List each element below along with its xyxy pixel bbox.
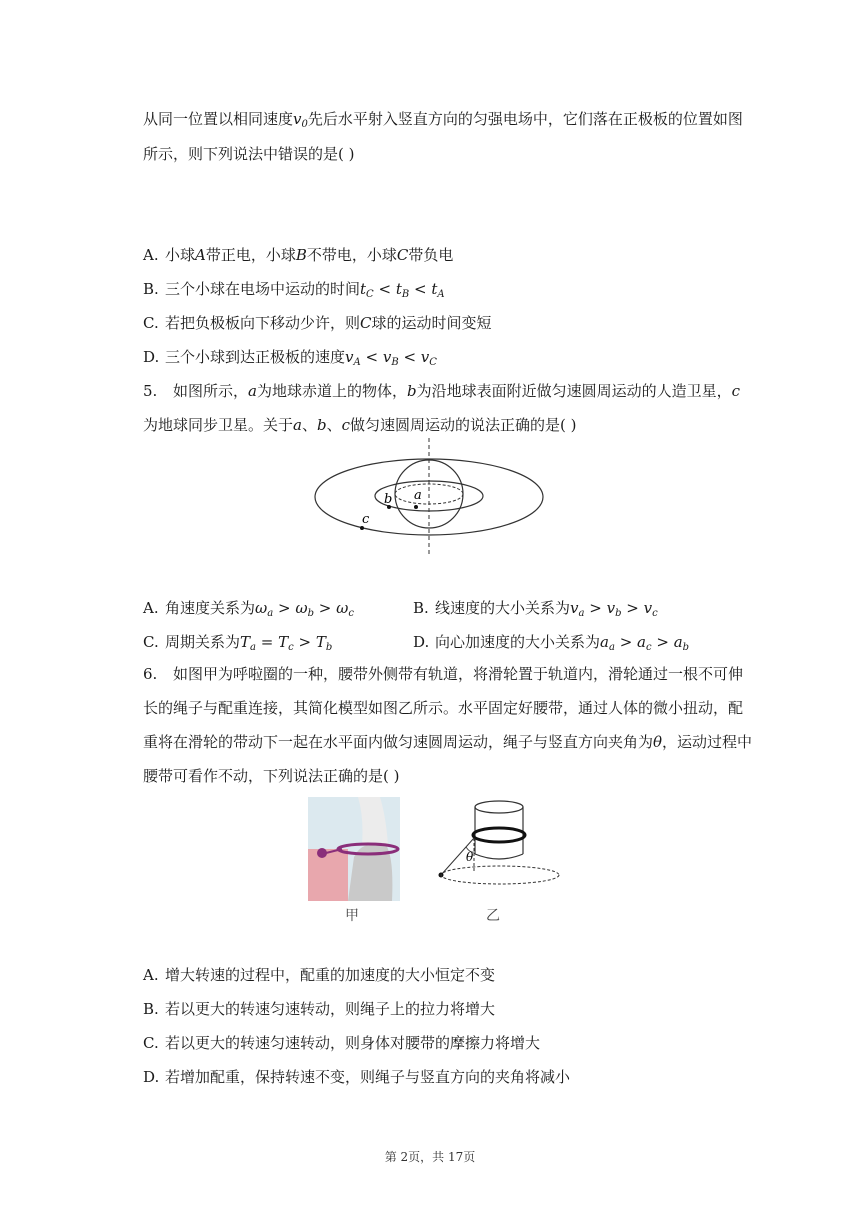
option-label: D. — [143, 348, 160, 366]
q4-option-c[interactable] — [143, 312, 492, 334]
q5-stem-line1 — [143, 380, 740, 402]
option-label: D. — [413, 633, 430, 651]
q4-stem-line1: 从同一位置以相同速度$v_0$先后水平射入竖直方向的匀强电场中，它们落在正极板的位置如图 — [143, 110, 743, 130]
q4-stem-part2: 先后水平射入竖直方向的匀强电场中，它们落在正极板的位置如图 — [307, 110, 743, 128]
option-label: A. — [143, 246, 159, 264]
q6-option-b[interactable] — [143, 998, 495, 1020]
option-label: D. — [143, 1068, 160, 1086]
q5-stem-line2-text: 为地球同步卫星。关于a、b、c做匀速圆周运动的说法正确的是( ) — [143, 416, 577, 434]
option-label: B. — [143, 1000, 159, 1018]
q5-option-b[interactable] — [413, 597, 658, 625]
belt — [473, 828, 525, 842]
q5-option-a-text: 角速度关系为$\omega_a > \omega_b > \omega_c$ — [165, 599, 354, 619]
q6-stem-line2: 长的绳子与配重连接，其简化模型如图乙所示。水平固定好腰带，通过人体的微小扭动，配 — [143, 699, 744, 717]
weight-path — [441, 866, 559, 884]
photo-chair — [308, 849, 348, 901]
cylinder-top — [475, 801, 523, 813]
q5-option-d-text: 向心加速度的大小关系为$a_a > a_c > a_b$ — [435, 633, 690, 653]
option-label: B. — [413, 599, 429, 617]
q6-figure-yi — [430, 798, 560, 898]
q4-option-d[interactable] — [143, 346, 437, 374]
q6-caption-jia: 甲 — [345, 908, 359, 924]
q6-option-a[interactable] — [143, 964, 495, 986]
label-b: b — [384, 492, 393, 507]
option-label: A. — [143, 966, 159, 984]
q6-option-b-text: 若以更大的转速匀速转动，则绳子上的拉力将增大 — [165, 1000, 496, 1018]
option-label: C. — [143, 1034, 159, 1052]
q5-option-b-text: 线速度的大小关系为$v_a > v_b > v_c$ — [435, 599, 658, 619]
q5-option-d[interactable] — [413, 631, 689, 659]
q5-stem-line1-text: 如图所示，a为地球赤道上的物体，b为沿地球表面附近做匀速圆周运动的人造卫星，c — [173, 382, 741, 400]
q5-option-c-text: 周期关系为$T_a = T_c > T_b$ — [165, 633, 333, 653]
q6-option-a-text: 增大转速的过程中，配重的加速度的大小恒定不变 — [165, 966, 496, 984]
q4-option-b[interactable] — [143, 278, 445, 306]
q6-option-c[interactable] — [143, 1032, 540, 1054]
q6-stem-line4: 腰带可看作不动，下列说法正确的是( ) — [143, 767, 400, 785]
q4-stem-line2: 所示，则下列说法中错误的是( ) — [143, 145, 355, 163]
option-label: A. — [143, 599, 159, 617]
q4-option-b-text: 三个小球在电场中运动的时间$t_C < t_B < t_A$ — [165, 280, 445, 300]
point-a — [414, 505, 418, 509]
q5-orbit-figure — [310, 436, 550, 558]
q6-option-d[interactable] — [143, 1066, 570, 1088]
q6-stem-line1 — [143, 663, 743, 685]
q6-caption-yi: 乙 — [486, 908, 500, 924]
q4-stem-part1: 从同一位置以相同速度 — [143, 110, 294, 128]
option-label: C. — [143, 314, 159, 332]
photo-weight — [317, 848, 327, 858]
q6-figure-jia — [308, 797, 400, 901]
q4-option-c-text: 若把负极板向下移动少许，则C球的运动时间变短 — [165, 314, 492, 332]
q5-number: 5. — [143, 382, 158, 400]
q5-option-a[interactable] — [143, 597, 354, 625]
q4-option-a-text: 小球A带正电，小球B不带电，小球C带负电 — [165, 246, 454, 264]
q6-option-c-text: 若以更大的转速匀速转动，则身体对腰带的摩擦力将增大 — [165, 1034, 541, 1052]
label-c: c — [362, 512, 370, 527]
page-footer: 第 2页，共 17页 — [384, 1150, 476, 1164]
q4-option-a[interactable] — [143, 244, 453, 266]
option-label: C. — [143, 633, 159, 651]
label-a: a — [414, 488, 422, 503]
q6-option-d-text: 若增加配重，保持转速不变，则绳子与竖直方向的夹角将减小 — [165, 1068, 571, 1086]
option-label: B. — [143, 280, 159, 298]
q5-option-c[interactable] — [143, 631, 332, 659]
q5-stem-line2 — [143, 414, 577, 436]
q6-stem-line3-text: 重将在滑轮的带动下一起在水平面内做匀速圆周运动，绳子与竖直方向夹角为θ，运动过程中 — [143, 733, 753, 751]
q6-stem-line1-text: 如图甲为呼啦圈的一种，腰带外侧带有轨道，将滑轮置于轨道内，滑轮通过一根不可伸 — [173, 665, 744, 683]
q4-option-d-text: 三个小球到达正极板的速度$v_A < v_B < v_C$ — [165, 348, 437, 368]
q6-number: 6. — [143, 665, 158, 683]
cylinder-bottom — [475, 854, 523, 859]
q6-stem-line3 — [143, 731, 752, 753]
theta-label: θ — [466, 850, 474, 864]
